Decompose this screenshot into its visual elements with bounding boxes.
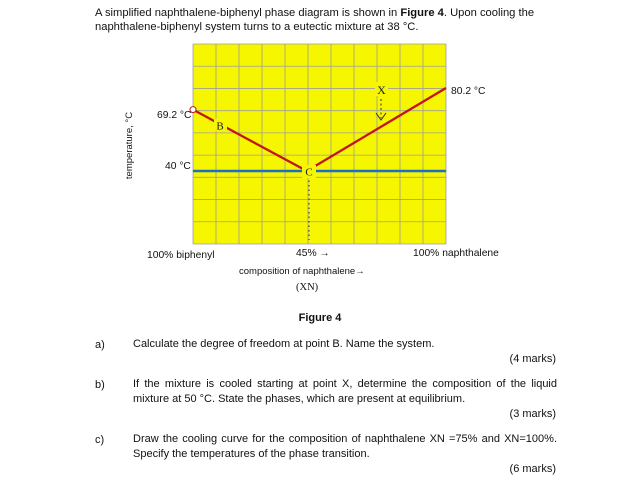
temp-label-eutectic: 40 °C [165, 161, 191, 172]
figure-caption: Figure 4 [298, 312, 342, 324]
y-axis-label: temperature, °C [124, 111, 136, 180]
question-c-marks: (6 marks) [509, 463, 556, 475]
point-b-label: B [216, 120, 224, 133]
x-mid-label: 45% → [296, 248, 330, 259]
point-c-label: C [305, 166, 313, 179]
x-right-label: 100% naphthalene [413, 248, 499, 259]
temp-label-left: 69.2 °C [157, 110, 192, 121]
intro-text-2: . Upon cooling the naphthalene-biphenyl system turns to a eutectic mixture at 38 °C. [95, 7, 535, 33]
question-a-text: Calculate the degree of freedom at point B. Name the system. [133, 338, 435, 350]
question-b-text: If the mixture is cooled starting at point X, determine the composition of the liquid mixture at 50 °C. State the phases, which are present at equilibrium. [133, 378, 557, 405]
point-x-label: X [377, 83, 386, 97]
intro-text-1: A simplified naphthalene-biphenyl phase diagram is shown in [95, 7, 401, 19]
intro-figure-ref: Figure 4 [400, 7, 444, 19]
question-c-text: Draw the cooling curve for the composition of naphthalene XN =75% and XN=100%. Specify the temperatures of the phase transition. [133, 433, 557, 460]
x-axis-symbol: (XN) [296, 282, 319, 293]
temp-label-right: 80.2 °C [451, 86, 486, 97]
question-b-marks: (3 marks) [509, 408, 556, 420]
x-left-label: 100% biphenyl [147, 250, 215, 261]
question-a-marks: (4 marks) [509, 353, 556, 365]
question-c-label: c) [95, 434, 105, 446]
question-b-label: b) [95, 379, 105, 391]
x-axis-label: composition of naphthalene→ [239, 266, 365, 277]
plot-background [193, 44, 446, 244]
question-a-label: a) [95, 339, 105, 351]
